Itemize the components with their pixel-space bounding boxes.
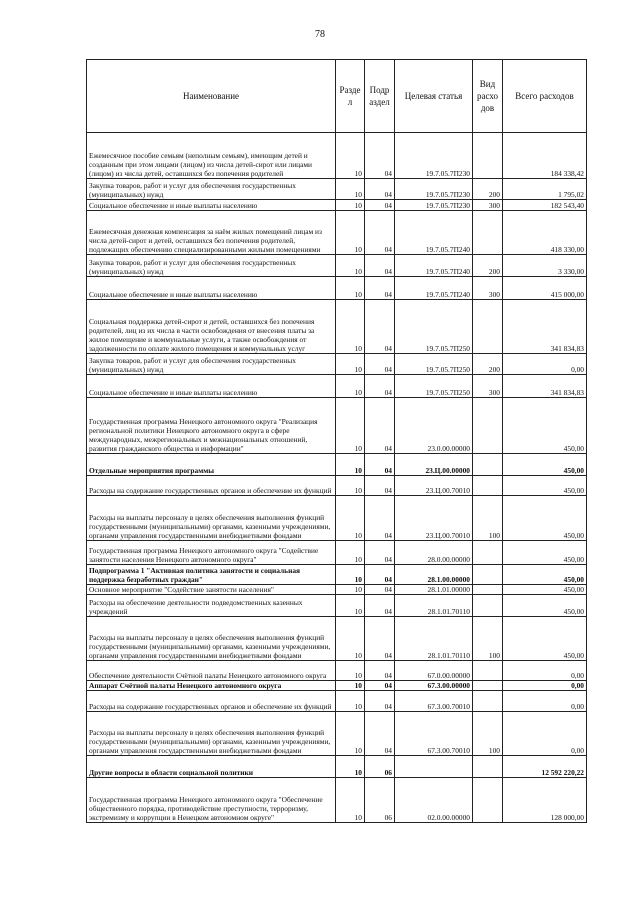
row-total: 450,00 bbox=[503, 476, 587, 496]
row-target: 28.0.00.00000 bbox=[395, 541, 473, 565]
row-total: 0,00 bbox=[503, 661, 587, 681]
row-section: 10 bbox=[336, 595, 365, 617]
row-subsection: 04 bbox=[365, 179, 395, 200]
row-target: 67.3.00.00000 bbox=[395, 681, 473, 691]
row-name: Государственная программа Ненецкого автономного округа "Содействие занятости населения Ненецкого автономного округа" bbox=[87, 541, 336, 565]
row-target: 23.Ц.00.00000 bbox=[395, 454, 473, 476]
row-section: 10 bbox=[336, 496, 365, 541]
row-subsection: 04 bbox=[365, 585, 395, 595]
row-name: Аппарат Счётной палаты Ненецкого автономного округа bbox=[87, 681, 336, 691]
row-section: 10 bbox=[336, 211, 365, 255]
row-name: Закупка товаров, работ и услуг для обеспечения государственных (муниципальных) нужд bbox=[87, 255, 336, 277]
row-subsection: 06 bbox=[365, 778, 395, 823]
row-subsection: 04 bbox=[365, 255, 395, 277]
table-row bbox=[87, 454, 587, 476]
row-name: Расходы на обеспечение деятельности подведомственных казенных учреждений bbox=[87, 595, 336, 617]
row-total: 450,00 bbox=[503, 454, 587, 476]
row-name: Социальная поддержка детей-сирот и детей, оставшихся без попечения родителей, лиц из их числа в части освобождения от внесения платы за жилое помещение и коммунальные услуги, а также освобождения от задолженности по оплате жилого помещения и коммунальных услуг bbox=[87, 300, 336, 354]
row-kind bbox=[473, 211, 503, 255]
row-section: 10 bbox=[336, 255, 365, 277]
row-name: Закупка товаров, работ и услуг для обеспечения государственных (муниципальных) нужд bbox=[87, 179, 336, 200]
row-kind: 300 bbox=[473, 200, 503, 211]
table-row bbox=[87, 691, 587, 712]
row-section: 10 bbox=[336, 565, 365, 585]
table-row bbox=[87, 617, 587, 661]
row-total: 341 834,83 bbox=[503, 375, 587, 398]
table-row bbox=[87, 300, 587, 354]
row-name: Расходы на выплаты персоналу в целях обеспечения выполнения функций государственными (муниципальными) органами, казенными учреждениями, органами управления государственными внебюджетными фондами bbox=[87, 712, 336, 756]
row-target: 19.7.05.7П230 bbox=[395, 133, 473, 179]
row-kind bbox=[473, 585, 503, 595]
table-row bbox=[87, 354, 587, 375]
table-row bbox=[87, 277, 587, 300]
row-total: 0,00 bbox=[503, 681, 587, 691]
row-name: Расходы на выплаты персоналу в целях обеспечения выполнения функций государственными (муниципальными) органами, казенными учреждениями, органами управления государственными внебюджетными фондами bbox=[87, 496, 336, 541]
row-name: Ежемесячная денежная компенсация за наём жилых помещений лицам из числа детей-сирот и детей, оставшихся без попечения родителей, подлежащих обеспечению специализированными жилыми помещениями bbox=[87, 211, 336, 255]
row-subsection: 04 bbox=[365, 200, 395, 211]
row-total: 450,00 bbox=[503, 595, 587, 617]
row-section: 10 bbox=[336, 454, 365, 476]
row-section: 10 bbox=[336, 476, 365, 496]
row-kind bbox=[473, 398, 503, 454]
row-section: 10 bbox=[336, 179, 365, 200]
row-subsection: 04 bbox=[365, 277, 395, 300]
row-target: 23.Ц.00.70010 bbox=[395, 496, 473, 541]
row-name: Обеспечение деятельности Счётной палаты Ненецкого автономного округа bbox=[87, 661, 336, 681]
row-name: Расходы на содержание государственных органов и обеспечение их функций bbox=[87, 476, 336, 496]
row-name: Другие вопросы в области социальной политики bbox=[87, 756, 336, 778]
row-kind bbox=[473, 454, 503, 476]
row-target: 28.1.01.70110 bbox=[395, 617, 473, 661]
row-target: 19.7.05.7П230 bbox=[395, 200, 473, 211]
row-target: 23.Ц.00.70010 bbox=[395, 476, 473, 496]
table-row bbox=[87, 712, 587, 756]
row-name: Расходы на содержание государственных органов и обеспечение их функций bbox=[87, 691, 336, 712]
row-kind bbox=[473, 691, 503, 712]
row-subsection: 04 bbox=[365, 133, 395, 179]
row-subsection: 04 bbox=[365, 454, 395, 476]
row-name: Ежемесячное пособие семьям (неполным семьям), имеющим детей и созданным при этом лицами (лицом) из числа детей-сирот или лицами (лицом) из числа детей, оставшихся без попечения родителей bbox=[87, 133, 336, 179]
row-kind: 200 bbox=[473, 255, 503, 277]
row-total: 184 338,42 bbox=[503, 133, 587, 179]
row-section: 10 bbox=[336, 691, 365, 712]
row-subsection: 04 bbox=[365, 476, 395, 496]
row-name: Социальное обеспечение и иные выплаты населению bbox=[87, 200, 336, 211]
table-row bbox=[87, 778, 587, 823]
row-section: 10 bbox=[336, 300, 365, 354]
table-row bbox=[87, 398, 587, 454]
row-kind: 100 bbox=[473, 496, 503, 541]
table-row bbox=[87, 255, 587, 277]
row-kind bbox=[473, 661, 503, 681]
row-total: 341 834,83 bbox=[503, 300, 587, 354]
row-kind bbox=[473, 681, 503, 691]
row-subsection: 04 bbox=[365, 661, 395, 681]
row-section: 10 bbox=[336, 398, 365, 454]
table-row bbox=[87, 681, 587, 691]
row-section: 10 bbox=[336, 661, 365, 681]
row-section: 10 bbox=[336, 617, 365, 661]
row-kind bbox=[473, 565, 503, 585]
row-kind: 300 bbox=[473, 375, 503, 398]
header-subsection: Подр аздел bbox=[365, 60, 395, 133]
row-section: 10 bbox=[336, 375, 365, 398]
table-row bbox=[87, 200, 587, 211]
row-section: 10 bbox=[336, 541, 365, 565]
row-kind: 200 bbox=[473, 354, 503, 375]
row-section: 10 bbox=[336, 712, 365, 756]
table-row bbox=[87, 179, 587, 200]
row-section: 10 bbox=[336, 756, 365, 778]
row-target: 19.7.05.7П230 bbox=[395, 179, 473, 200]
row-name: Расходы на выплаты персоналу в целях обеспечения выполнения функций государственными (муниципальными) органами, казенными учреждениями, органами управления государственными внебюджетными фондами bbox=[87, 617, 336, 661]
row-kind bbox=[473, 541, 503, 565]
row-total: 418 330,00 bbox=[503, 211, 587, 255]
row-subsection: 06 bbox=[365, 756, 395, 778]
row-subsection: 04 bbox=[365, 300, 395, 354]
row-kind bbox=[473, 778, 503, 823]
row-target: 28.1.01.00000 bbox=[395, 585, 473, 595]
table-header-row bbox=[87, 60, 587, 133]
table-body bbox=[87, 133, 587, 823]
table-row bbox=[87, 496, 587, 541]
row-target bbox=[395, 756, 473, 778]
row-name: Государственная программа Ненецкого автономного округа "Обеспечение общественного порядка, противодействие преступности, терроризму, экстремизму и коррупции в Ненецком автономном округе" bbox=[87, 778, 336, 823]
row-total: 415 000,00 bbox=[503, 277, 587, 300]
row-subsection: 04 bbox=[365, 712, 395, 756]
header-section: Разде л bbox=[336, 60, 365, 133]
row-target: 19.7.05.7П240 bbox=[395, 255, 473, 277]
row-target: 19.7.05.7П250 bbox=[395, 354, 473, 375]
table-row bbox=[87, 585, 587, 595]
table-row bbox=[87, 565, 587, 585]
row-total: 3 330,00 bbox=[503, 255, 587, 277]
row-section: 10 bbox=[336, 200, 365, 211]
table-row bbox=[87, 133, 587, 179]
row-section: 10 bbox=[336, 681, 365, 691]
row-subsection: 04 bbox=[365, 398, 395, 454]
row-section: 10 bbox=[336, 778, 365, 823]
table-row bbox=[87, 661, 587, 681]
row-target: 19.7.05.7П250 bbox=[395, 300, 473, 354]
row-total: 1 795,02 bbox=[503, 179, 587, 200]
row-name: Отдельные мероприятия программы bbox=[87, 454, 336, 476]
row-kind: 100 bbox=[473, 712, 503, 756]
row-kind: 200 bbox=[473, 179, 503, 200]
row-total: 450,00 bbox=[503, 585, 587, 595]
row-kind bbox=[473, 476, 503, 496]
row-target: 19.7.05.7П250 bbox=[395, 375, 473, 398]
row-kind: 100 bbox=[473, 617, 503, 661]
row-total: 450,00 bbox=[503, 565, 587, 585]
row-subsection: 04 bbox=[365, 354, 395, 375]
row-name: Социальное обеспечение и иные выплаты населению bbox=[87, 375, 336, 398]
table-row bbox=[87, 595, 587, 617]
header-target: Целевая статья bbox=[395, 60, 473, 133]
row-kind: 300 bbox=[473, 277, 503, 300]
row-name: Государственная программа Ненецкого автономного округа "Реализация региональной политики Ненецкого автономного округа в сфере международных, межрегиональных и межнациональных отношений, развития гражданского общества и информации" bbox=[87, 398, 336, 454]
row-total: 0,00 bbox=[503, 691, 587, 712]
row-subsection: 04 bbox=[365, 496, 395, 541]
row-target: 23.0.00.00000 bbox=[395, 398, 473, 454]
row-subsection: 04 bbox=[365, 617, 395, 661]
row-subsection: 04 bbox=[365, 691, 395, 712]
table-row bbox=[87, 375, 587, 398]
row-section: 10 bbox=[336, 354, 365, 375]
row-subsection: 04 bbox=[365, 541, 395, 565]
row-kind bbox=[473, 133, 503, 179]
row-total: 128 000,00 bbox=[503, 778, 587, 823]
row-name: Социальное обеспечение и иные выплаты населению bbox=[87, 277, 336, 300]
header-name: Наименование bbox=[87, 60, 336, 133]
row-section: 10 bbox=[336, 277, 365, 300]
row-total: 182 543,40 bbox=[503, 200, 587, 211]
table-row bbox=[87, 756, 587, 778]
row-section: 10 bbox=[336, 585, 365, 595]
row-target: 67.3.00.70010 bbox=[395, 691, 473, 712]
page-number: 78 bbox=[315, 29, 325, 40]
row-subsection: 04 bbox=[365, 375, 395, 398]
row-total: 0,00 bbox=[503, 712, 587, 756]
row-subsection: 04 bbox=[365, 595, 395, 617]
row-total: 12 592 220,22 bbox=[503, 756, 587, 778]
row-kind bbox=[473, 300, 503, 354]
row-name: Основное мероприятие "Содействие занятости населения" bbox=[87, 585, 336, 595]
row-kind bbox=[473, 756, 503, 778]
row-section: 10 bbox=[336, 133, 365, 179]
table-row bbox=[87, 211, 587, 255]
table-row bbox=[87, 541, 587, 565]
row-total: 450,00 bbox=[503, 541, 587, 565]
row-kind bbox=[473, 595, 503, 617]
row-target: 67.3.00.70010 bbox=[395, 712, 473, 756]
row-total: 450,00 bbox=[503, 617, 587, 661]
row-target: 02.0.00.00000 bbox=[395, 778, 473, 823]
row-subsection: 04 bbox=[365, 565, 395, 585]
row-total: 450,00 bbox=[503, 496, 587, 541]
row-total: 0,00 bbox=[503, 354, 587, 375]
row-target: 19.7.05.7П240 bbox=[395, 277, 473, 300]
row-target: 28.1.00.00000 bbox=[395, 565, 473, 585]
budget-table bbox=[86, 59, 587, 823]
header-total: Всего расходов bbox=[503, 60, 587, 133]
table-row bbox=[87, 476, 587, 496]
row-total: 450,00 bbox=[503, 398, 587, 454]
row-target: 28.1.01.70110 bbox=[395, 595, 473, 617]
row-subsection: 04 bbox=[365, 681, 395, 691]
row-subsection: 04 bbox=[365, 211, 395, 255]
row-target: 67.0.00.00000 bbox=[395, 661, 473, 681]
row-name: Подпрограмма 1 "Активная политика занятости и социальная поддержка безработных граждан" bbox=[87, 565, 336, 585]
row-name: Закупка товаров, работ и услуг для обеспечения государственных (муниципальных) нужд bbox=[87, 354, 336, 375]
header-kind: Вид расхо дов bbox=[473, 60, 503, 133]
row-target: 19.7.05.7П240 bbox=[395, 211, 473, 255]
